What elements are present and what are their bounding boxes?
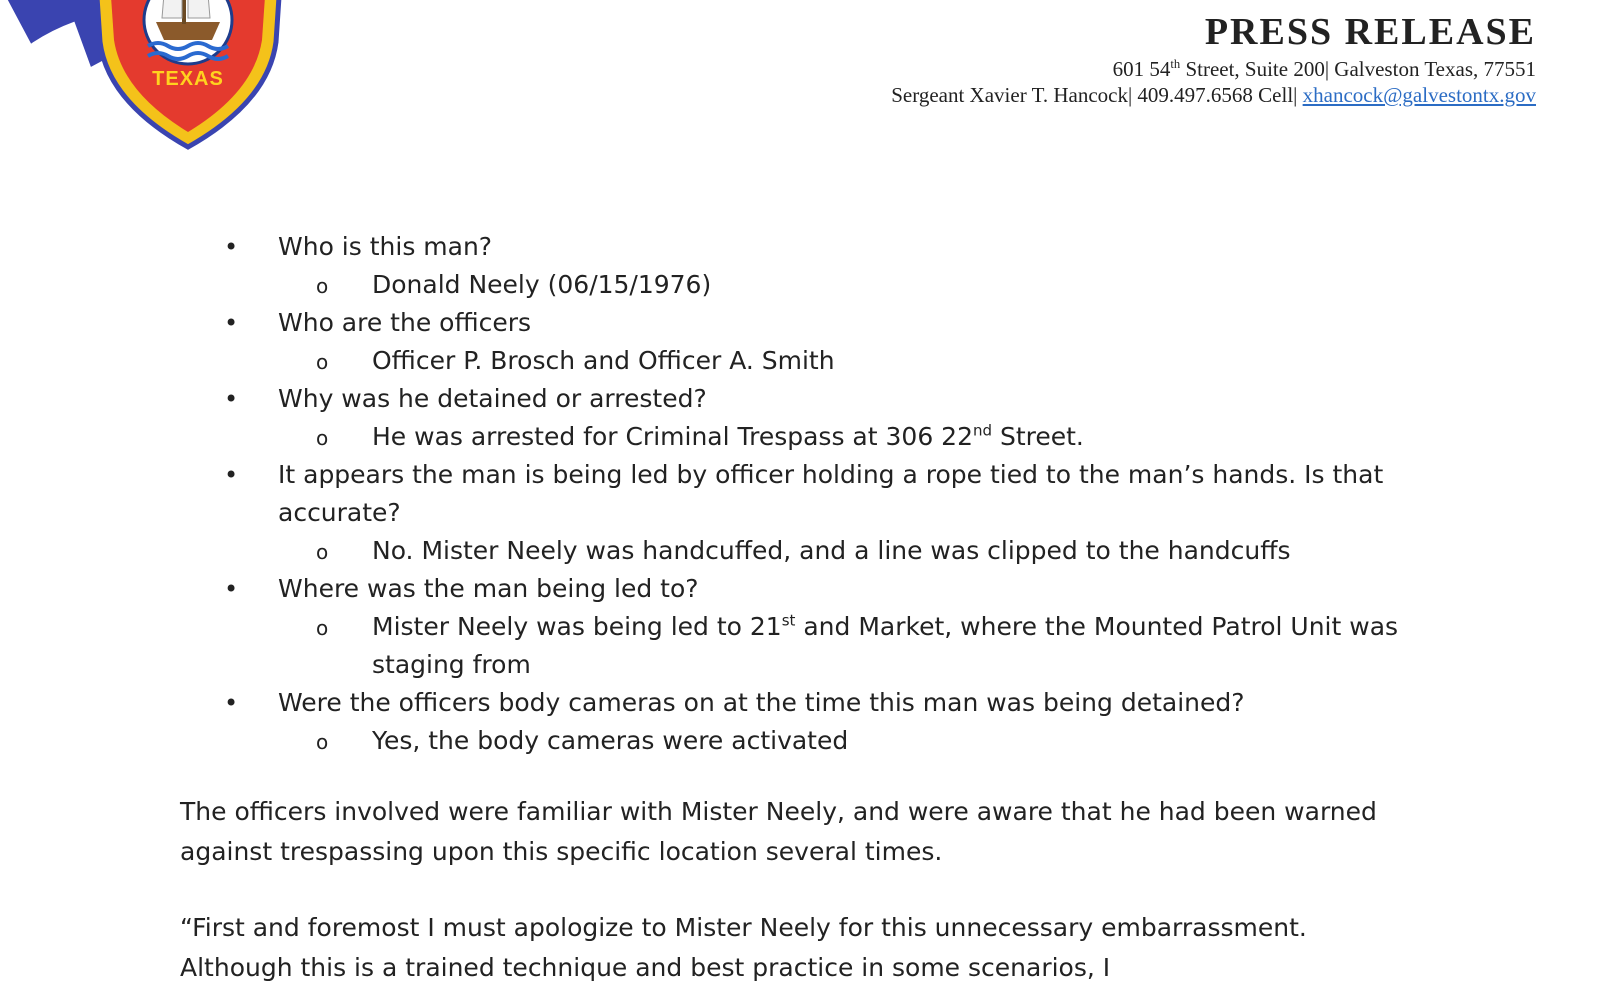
question-item: • It appears the man is being led by officer holding a rope tied to the man’s hands. Is that accurate? [230,456,1430,532]
answer-item: o Yes, the body cameras were activated [230,722,1430,760]
email-link[interactable]: xhancock@galvestontx.gov [1302,83,1536,107]
body-paragraph: The officers involved were familiar with Mister Neely, and were aware that he had been warned against trespassing upon this specific location several times. [180,797,1377,866]
contact-line: Sergeant Xavier T. Hancock| 409.497.6568 Cell| xhancock@galvestontx.gov [891,83,1536,107]
answer-item: o No. Mister Neely was handcuffed, and a line was clipped to the handcuffs [230,532,1430,570]
police-badge-logo [78,0,298,152]
qa-list [230,228,1430,760]
answer-item: o Donald Neely (06/15/1976) [230,266,1430,304]
press-header [891,8,1536,108]
badge-texas-text: TEXAS [152,68,224,90]
question-item: • Why was he detained or arrested? [230,380,1430,418]
address-line: 601 54th Street, Suite 200| Galveston Texas, 77551 [1112,57,1536,81]
answer-item: o Officer P. Brosch and Officer A. Smith [230,342,1430,380]
question-item: • Were the officers body cameras on at the time this man was being detained? [230,684,1430,722]
answer-item: o He was arrested for Criminal Trespass at 306 22nd Street. [230,418,1430,456]
page-title: PRESS RELEASE [1204,11,1536,53]
quote-paragraph: “First and foremost I must apologize to Mister Neely for this unnecessary embarrassment. Although this is a trained technique and best practice in some scenarios, I [180,913,1307,982]
question-item: • Who are the officers [230,304,1430,342]
question-item: • Where was the man being led to? [230,570,1430,608]
question-item: • Who is this man? [230,228,1430,266]
answer-item: o Mister Neely was being led to 21st and Market, where the Mounted Patrol Unit was staging from [230,608,1430,684]
